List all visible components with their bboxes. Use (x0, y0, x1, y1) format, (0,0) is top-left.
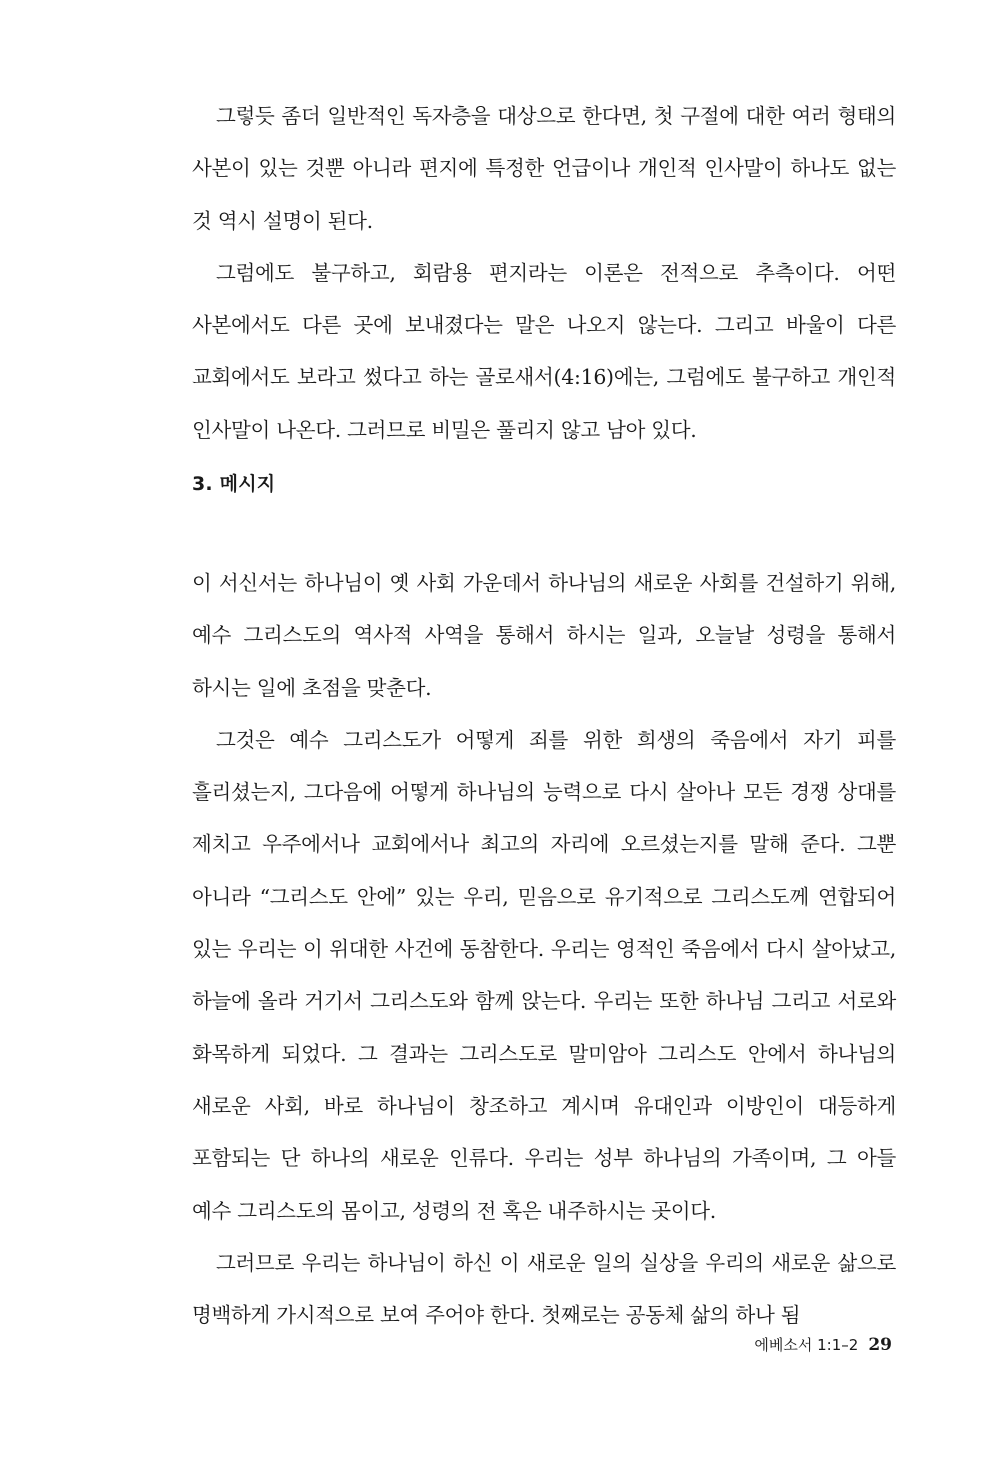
page-number: 29 (868, 1335, 892, 1355)
paragraph: 그것은 예수 그리스도가 어떻게 죄를 위한 희생의 죽음에서 자기 피를 흘리셨는지, 그다음에 어떻게 하나님의 능력으로 다시 살아나 모든 경쟁 상대를 제치고 우주에서나 교회에서나 최고의 자리에 오르셨는지를 말해 준다. 그뿐 아니라 “그리스도 안에” 있는 우리, 믿음으로 유기적으로 그리스도께 연합되어 있는 우리는 이 위대한 사건에 동참한다. 우리는 영적인 죽음에서 다시 살아났고, 하늘에 올라 거기서 그리스도와 함께 앉는다. 우리는 또한 하나님 그리고 서로와 화목하게 되었다. 그 결과는 그리스도로 말미암아 그리스도 안에서 하나님의 새로운 사회, 바로 하나님이 창조하고 계시며 유대인과 이방인이 대등하게 포함되는 단 하나의 새로운 인류다. 우리는 성부 하나님의 가족이며, 그 아들 예수 그리스도의 몸이고, 성령의 전 혹은 내주하시는 곳이다. (192, 727, 896, 1223)
paragraph: 그렇듯 좀더 일반적인 독자층을 대상으로 한다면, 첫 구절에 대한 여러 형태의 사본이 있는 것뿐 아니라 편지에 특정한 언급이나 개인적 인사말이 하나도 없는 것 역시 설명이 된다. (192, 104, 896, 233)
body-text-top (192, 90, 896, 456)
paragraph: 그럼에도 불구하고, 회람용 편지라는 이론은 전적으로 추측이다. 어떤 사본에서도 다른 곳에 보내졌다는 말은 나오지 않는다. 그리고 바울이 다른 교회에서도 보라고 썼다고 하는 골로새서(4:16)에는, 그럼에도 불구하고 개인적 인사말이 나온다. 그러므로 비밀은 풀리지 않고 남아 있다. (192, 260, 896, 442)
running-head: 에베소서 1:1–2 (754, 1336, 859, 1354)
section-heading: 3. 메시지 (192, 473, 276, 495)
paragraph: 이 서신서는 하나님이 옛 사회 가운데서 하나님의 새로운 사회를 건설하기 위해, 예수 그리스도의 역사적 사역을 통해서 하시는 일과, 오늘날 성령을 통해서 하시는 일에 초점을 맞춘다. (192, 571, 896, 700)
page-footer (0, 1333, 892, 1357)
paragraph: 그러므로 우리는 하나님이 하신 이 새로운 일의 실상을 우리의 새로운 삶으로 명백하게 가시적으로 보여 주어야 한다. 첫째로는 공동체 삶의 하나 됨 (192, 1250, 896, 1328)
body-text-section (192, 557, 896, 1341)
